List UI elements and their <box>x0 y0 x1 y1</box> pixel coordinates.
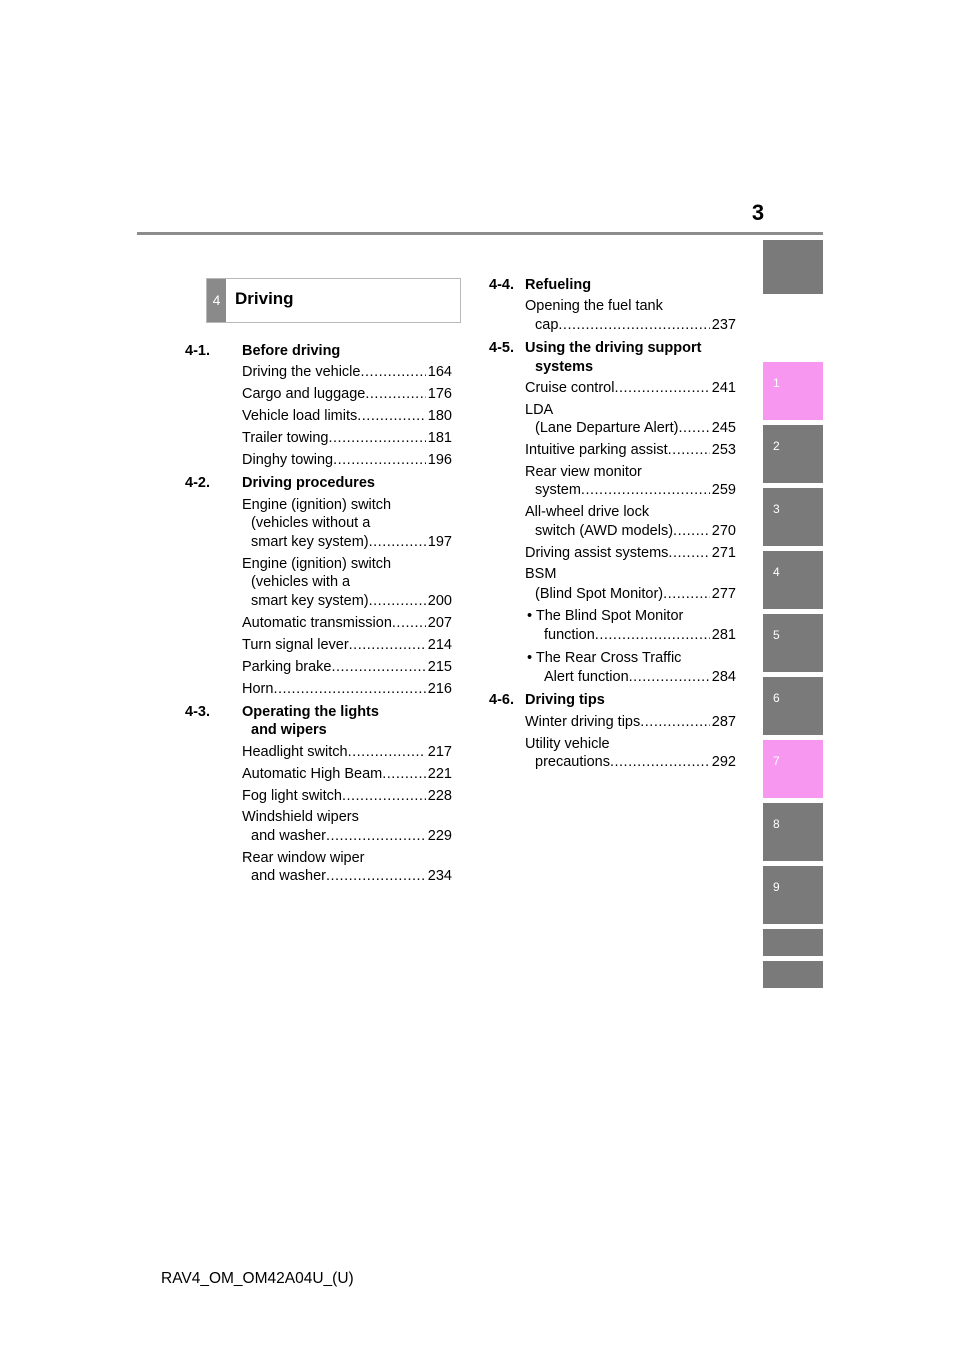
toc-entry[interactable]: Driving assist systems ..... 271 <box>525 545 736 561</box>
chapter-num: 4-6. <box>489 692 514 708</box>
toc-entry[interactable]: and washer ..... 234 <box>251 868 452 884</box>
page-number: 3 <box>751 200 765 225</box>
chapter-title[interactable]: Operating the lights <box>242 704 379 720</box>
document-footer: RAV4_OM_OM42A04U_(U) <box>161 1270 354 1287</box>
toc-entry[interactable]: system ..... 259 <box>535 482 736 498</box>
toc-entry-line[interactable]: LDA <box>525 402 554 418</box>
chapter-tab[interactable] <box>763 929 823 956</box>
toc-entry-line[interactable]: BSM <box>525 566 557 582</box>
section-header <box>206 278 461 323</box>
toc-entry[interactable]: (Lane Departure Alert) ..... 245 <box>535 420 736 436</box>
toc-entry[interactable]: function ..... 281 <box>544 627 736 643</box>
toc-entry[interactable]: Automatic transmission ..... 207 <box>242 615 452 631</box>
toc-entry[interactable]: Cruise control ..... 241 <box>525 380 736 396</box>
chapter-tab-1[interactable]: 1 <box>763 362 823 420</box>
section-title: Driving <box>235 289 294 308</box>
toc-entry-line[interactable]: • The Blind Spot Monitor <box>527 608 684 624</box>
toc-entry[interactable]: (Blind Spot Monitor) ..... 277 <box>535 586 736 602</box>
toc-entry[interactable]: Vehicle load limits ..... 180 <box>242 408 452 424</box>
chapter-title-cont[interactable]: and wipers <box>251 722 327 738</box>
chapter-title[interactable]: Refueling <box>525 277 592 293</box>
toc-entry-line[interactable]: All-wheel drive lock <box>525 504 650 520</box>
toc-entry[interactable]: Headlight switch ..... 217 <box>242 744 452 760</box>
toc-entry[interactable]: Trailer towing ..... 181 <box>242 430 452 446</box>
chapter-title-cont[interactable]: systems <box>535 359 594 375</box>
toc-entry[interactable]: Turn signal lever ..... 214 <box>242 637 452 653</box>
chapter-title[interactable]: Driving procedures <box>242 475 375 491</box>
toc-entry[interactable]: Parking brake ..... 215 <box>242 659 452 675</box>
toc-entry-line[interactable]: Rear window wiper <box>242 850 365 866</box>
chapter-num: 4-2. <box>185 475 210 491</box>
toc-entry-line[interactable]: Engine (ignition) switch <box>242 556 392 572</box>
toc-entry[interactable]: switch (AWD models) ..... 270 <box>535 523 736 539</box>
toc-entry[interactable]: Intuitive parking assist ..... 253 <box>525 442 736 458</box>
toc-entry[interactable]: Horn ..... 216 <box>242 681 452 697</box>
chapter-tab-6[interactable]: 6 <box>763 677 823 735</box>
toc-entry[interactable]: Alert function ..... 284 <box>544 669 736 685</box>
header-rule <box>137 232 823 235</box>
toc-entry[interactable]: Automatic High Beam ..... 221 <box>242 766 452 782</box>
chapter-tab-7[interactable]: 7 <box>763 740 823 798</box>
toc-entry[interactable]: precautions ..... 292 <box>535 754 736 770</box>
toc-entry-line[interactable]: Engine (ignition) switch <box>242 497 392 513</box>
chapter-title[interactable]: Driving tips <box>525 692 605 708</box>
toc-entry[interactable]: cap ..... 237 <box>535 317 736 333</box>
toc-entry-line[interactable]: • The Rear Cross Traffic <box>527 650 682 666</box>
toc-entry-line[interactable]: Opening the fuel tank <box>525 298 663 314</box>
chapter-num: 4-3. <box>185 704 210 720</box>
toc-entry[interactable]: smart key system) ..... 197 <box>251 534 452 550</box>
chapter-num: 4-4. <box>489 277 514 293</box>
toc-entry[interactable]: Dinghy towing ..... 196 <box>242 452 452 468</box>
chapter-tab-9[interactable]: 9 <box>763 866 823 924</box>
toc-entry-line[interactable]: (vehicles with a <box>251 574 351 590</box>
chapter-num: 4-5. <box>489 340 514 356</box>
chapter-title[interactable]: Using the driving support <box>525 340 702 356</box>
chapter-title[interactable]: Before driving <box>242 343 341 359</box>
toc-entry-line[interactable]: Utility vehicle <box>525 736 610 752</box>
toc-entry[interactable]: Cargo and luggage ..... 176 <box>242 386 452 402</box>
toc-entry[interactable]: Fog light switch ..... 228 <box>242 788 452 804</box>
toc-entry[interactable]: Winter driving tips ..... 287 <box>525 714 736 730</box>
chapter-tab-4[interactable]: 4 <box>763 551 823 609</box>
chapter-tab-3[interactable]: 3 <box>763 488 823 546</box>
chapter-num: 4-1. <box>185 343 210 359</box>
chapter-tab[interactable] <box>763 240 823 294</box>
chapter-tab-2[interactable]: 2 <box>763 425 823 483</box>
chapter-tab-5[interactable]: 5 <box>763 614 823 672</box>
toc-entry-line[interactable]: Windshield wipers <box>242 809 359 825</box>
section-number: 4 <box>207 279 226 322</box>
chapter-tab[interactable] <box>763 961 823 988</box>
toc-entry[interactable]: Driving the vehicle ..... 164 <box>242 364 452 380</box>
chapter-tab-8[interactable]: 8 <box>763 803 823 861</box>
toc-entry[interactable]: smart key system) ..... 200 <box>251 593 452 609</box>
toc-entry[interactable]: and washer ..... 229 <box>251 828 452 844</box>
toc-entry-line[interactable]: Rear view monitor <box>525 464 642 480</box>
toc-entry-line[interactable]: (vehicles without a <box>251 515 371 531</box>
